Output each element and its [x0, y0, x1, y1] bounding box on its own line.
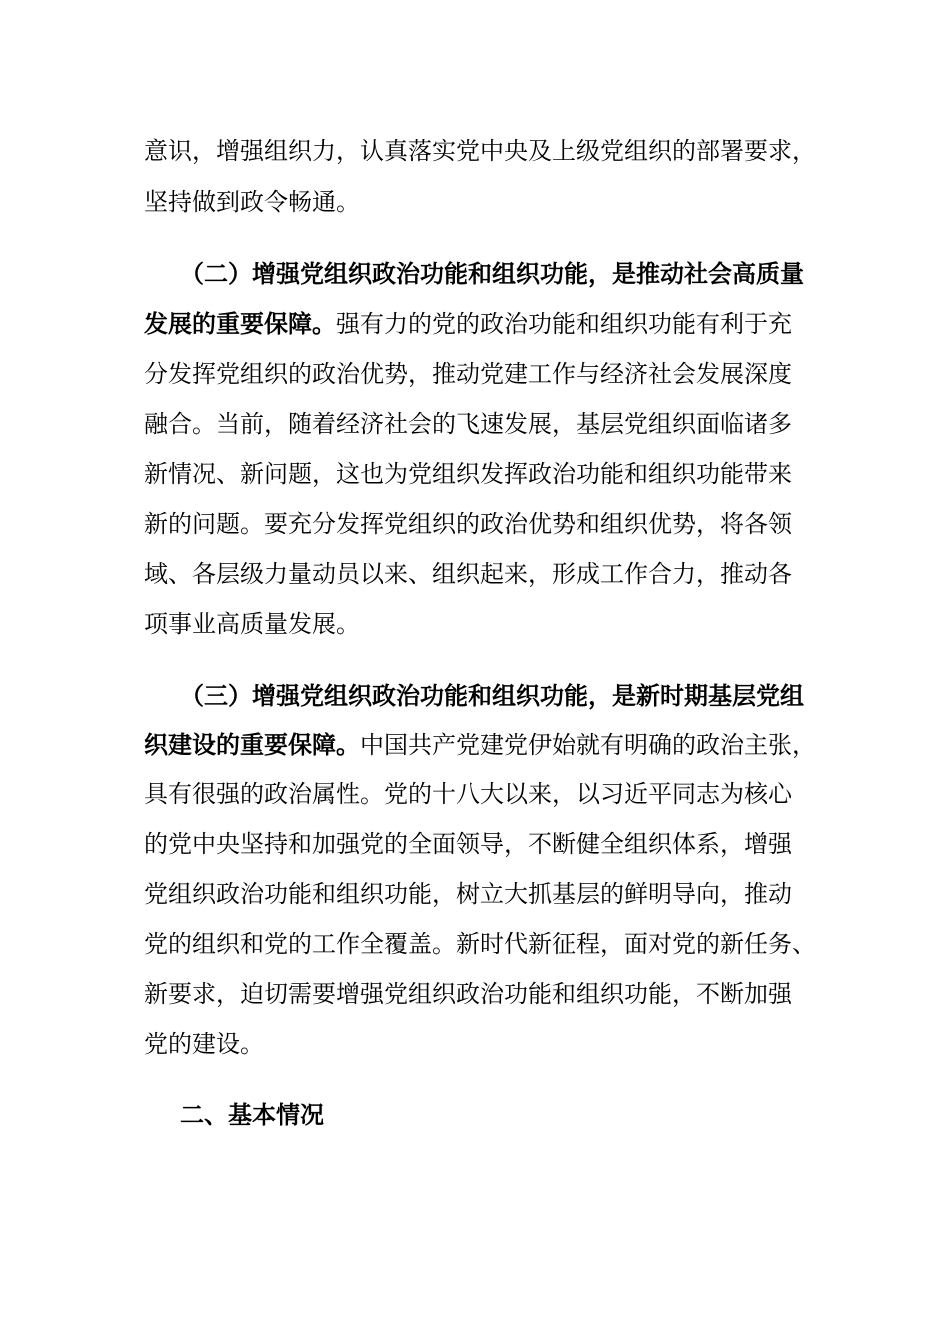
- text-line: 坚持做到政令畅通。: [144, 188, 360, 216]
- paragraph-three-line-7: [0, 974, 950, 1014]
- paragraph-intro-line-1: [0, 131, 950, 171]
- text-line: 分发挥党组织的政治优势，推动党建工作与经济社会发展深度: [144, 360, 792, 388]
- text-line: 具有很强的政治属性。党的十八大以来，以习近平同志为核心: [144, 780, 792, 808]
- text-line: 党的建设。: [144, 1030, 264, 1058]
- paragraph-three-line-4: [0, 824, 950, 864]
- text-line: 新要求，迫切需要增强党组织政治功能和组织功能，不断加强: [144, 980, 792, 1008]
- paragraph-two-line-5: [0, 454, 950, 494]
- paragraph-three-line-3: [0, 774, 950, 814]
- paragraph-two-line-8: [0, 604, 950, 644]
- text-line: 新的问题。要充分发挥党组织的政治优势和组织优势，将各领: [144, 510, 792, 538]
- text-line: 域、各层级力量动员以来、组织起来，形成工作合力，推动各: [144, 560, 792, 588]
- paragraph-three-heading-line-1: [0, 676, 950, 716]
- paragraph-three-line-6: [0, 924, 950, 964]
- text-line: 融合。当前，随着经济社会的飞速发展，基层党组织面临诸多: [144, 410, 792, 438]
- bold-heading-text: 发展的重要保障。: [144, 310, 336, 338]
- text-line: 党组织政治功能和组织功能，树立大抓基层的鲜明导向，推动: [144, 880, 792, 908]
- section-heading-text: 二、基本情况: [180, 1101, 324, 1129]
- bold-heading-text: 织建设的重要保障。: [144, 731, 360, 759]
- text-line: 党的组织和党的工作全覆盖。新时代新征程，面对党的新任务、: [144, 930, 816, 958]
- paragraph-two-line-7: [0, 554, 950, 594]
- bold-heading-text: （三）增强党组织政治功能和组织功能，是新时期基层党组: [180, 682, 804, 710]
- paragraph-three-line-2: [0, 725, 950, 765]
- text-line: 项事业高质量发展。: [144, 610, 360, 638]
- section-heading: [0, 1095, 950, 1135]
- bold-heading-text: （二）增强党组织政治功能和组织功能，是推动社会高质量: [180, 260, 804, 288]
- paragraph-two-line-4: [0, 404, 950, 444]
- text-line: 的党中央坚持和加强党的全面领导，不断健全组织体系，增强: [144, 830, 792, 858]
- paragraph-two-line-2: [0, 304, 950, 344]
- text-line: 意识，增强组织力，认真落实党中央及上级党组织的部署要求，: [144, 137, 816, 165]
- text-line: 强有力的党的政治功能和组织功能有利于充: [336, 310, 792, 338]
- paragraph-intro-line-2: [0, 182, 950, 222]
- paragraph-two-heading-line-1: [0, 254, 950, 294]
- text-line: 中国共产党建党伊始就有明确的政治主张，: [360, 731, 816, 759]
- paragraph-three-line-5: [0, 874, 950, 914]
- paragraph-two-line-3: [0, 354, 950, 394]
- paragraph-three-line-8: [0, 1024, 950, 1064]
- text-line: 新情况、新问题，这也为党组织发挥政治功能和组织功能带来: [144, 460, 792, 488]
- paragraph-two-line-6: [0, 504, 950, 544]
